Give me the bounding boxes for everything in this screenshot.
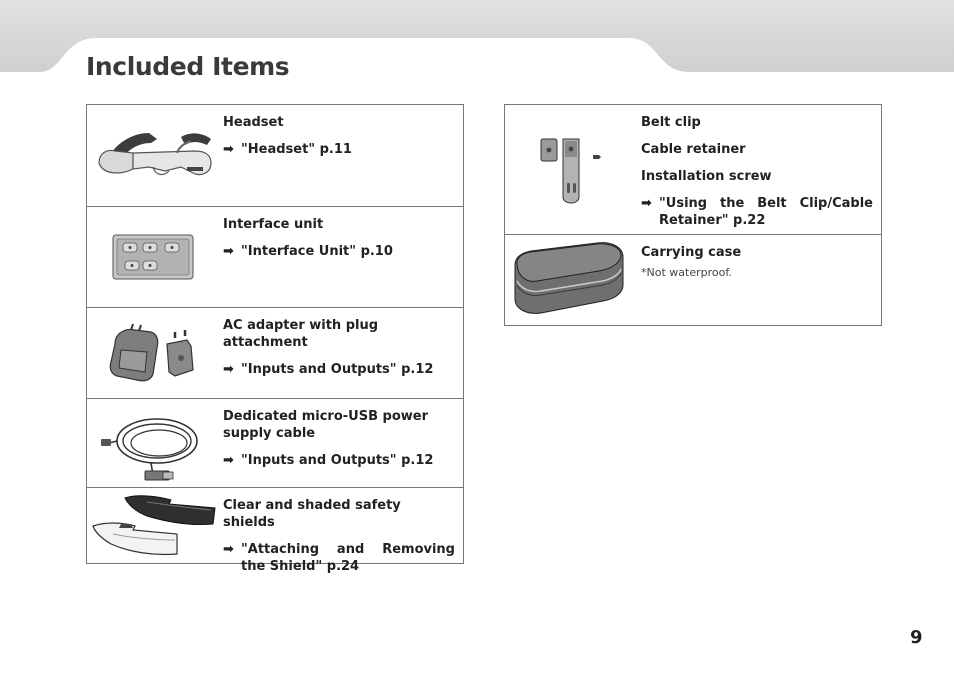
interface-unit-image bbox=[87, 207, 223, 307]
item-reference-text: "Headset" p.11 bbox=[241, 142, 352, 157]
item-row-usb-cable bbox=[87, 399, 463, 488]
item-text bbox=[223, 317, 455, 378]
arrow-right-icon: ➡ bbox=[223, 362, 234, 377]
item-reference-link[interactable] bbox=[223, 452, 455, 469]
item-reference-text: "Interface Unit" p.10 bbox=[241, 244, 393, 259]
item-note: *Not waterproof. bbox=[641, 266, 732, 279]
item-reference-text: "Inputs and Outputs" p.12 bbox=[241, 362, 434, 377]
item-name: Belt clip bbox=[641, 115, 701, 130]
usb-cable-image bbox=[87, 399, 223, 487]
page-title: Included Items bbox=[86, 52, 290, 81]
item-reference-link[interactable] bbox=[223, 243, 455, 260]
arrow-right-icon: ➡ bbox=[223, 453, 234, 468]
belt-clip-image bbox=[505, 105, 641, 234]
item-row-ac-adapter bbox=[87, 308, 463, 399]
arrow-right-icon: ➡ bbox=[223, 542, 234, 557]
item-reference-text: "Using the Belt Clip/Cable Retainer" p.22 bbox=[659, 196, 873, 228]
item-name: Cable retainer bbox=[641, 142, 746, 157]
item-name: AC adapter with plug attachment bbox=[223, 318, 379, 350]
carrying-case-image bbox=[505, 235, 641, 325]
arrow-right-icon: ➡ bbox=[641, 196, 652, 211]
item-row-headset bbox=[87, 105, 463, 207]
item-name: Carrying case bbox=[641, 245, 742, 260]
item-reference-text: "Attaching and Removing the Shield" p.24 bbox=[241, 542, 455, 574]
item-reference-link[interactable] bbox=[641, 195, 873, 229]
item-row-belt-clip bbox=[505, 105, 881, 235]
item-reference-text: "Inputs and Outputs" p.12 bbox=[241, 453, 434, 468]
item-text bbox=[223, 408, 455, 469]
item-reference-link[interactable] bbox=[223, 141, 455, 158]
item-text bbox=[223, 497, 455, 575]
item-text bbox=[641, 244, 873, 281]
item-row-carrying-case bbox=[505, 235, 881, 326]
item-name: Installation screw bbox=[641, 169, 772, 184]
item-text bbox=[223, 114, 455, 158]
item-name: Clear and shaded safety shields bbox=[223, 498, 401, 530]
item-reference-link[interactable] bbox=[223, 541, 455, 575]
included-items-table-left bbox=[86, 104, 464, 574]
item-row-interface-unit bbox=[87, 207, 463, 308]
arrow-right-icon: ➡ bbox=[223, 244, 234, 259]
item-name: Headset bbox=[223, 115, 284, 130]
safety-shields-image bbox=[87, 488, 223, 563]
item-name: Interface unit bbox=[223, 217, 324, 232]
item-name: Dedicated micro-USB power supply cable bbox=[223, 409, 428, 441]
item-text bbox=[641, 114, 873, 229]
headset-image bbox=[87, 105, 223, 206]
item-reference-link[interactable] bbox=[223, 361, 455, 378]
item-row-safety-shields bbox=[87, 488, 463, 574]
page-number: 9 bbox=[910, 627, 923, 648]
arrow-right-icon: ➡ bbox=[223, 142, 234, 157]
ac-adapter-image bbox=[87, 308, 223, 398]
included-items-table-right bbox=[504, 104, 882, 326]
item-text bbox=[223, 216, 455, 260]
